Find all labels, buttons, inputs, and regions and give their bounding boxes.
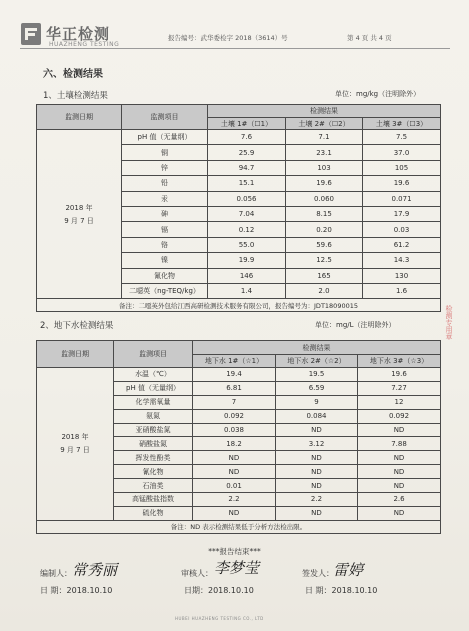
compiler-signature: 常秀丽 (72, 561, 118, 579)
value-cell: 18.2 (193, 437, 276, 451)
value-cell: 1.4 (208, 283, 286, 298)
value-cell: 6.81 (193, 381, 276, 395)
item-cell: 二噁英（ng-TEQ/kg） (122, 283, 208, 298)
soil-table-body (37, 130, 441, 299)
value-cell: 0.12 (208, 222, 286, 237)
value-cell: 7.88 (358, 437, 441, 451)
value-cell: 19.4 (193, 368, 276, 382)
value-cell: ND (276, 451, 358, 465)
soil-unit: 单位：mg/kg（注明除外） (335, 90, 421, 98)
header-result: 检测结果 (208, 105, 441, 118)
value-cell: 2.0 (286, 283, 363, 298)
seal-stamp: 检测专用章 (445, 305, 453, 340)
value-cell: 23.1 (286, 145, 363, 160)
value-cell: 55.0 (208, 237, 286, 252)
value-cell: 103 (286, 160, 363, 175)
item-cell: 硫化物 (114, 506, 193, 520)
item-cell: 挥发性酚类 (114, 451, 193, 465)
water-table-body (37, 368, 441, 521)
value-cell: ND (193, 465, 276, 479)
column-header: 地下水 3#（☆3） (358, 355, 441, 368)
value-cell: 94.7 (208, 160, 286, 175)
header-divider (20, 48, 450, 49)
item-cell: pH 值（无量纲） (114, 381, 193, 395)
item-cell: 水温（℃） (114, 368, 193, 382)
column-header: 土壤 2#（☐2） (286, 118, 363, 130)
reviewer-date: 日期：2018.10.10 (184, 586, 254, 595)
date-year: 2018 年 (65, 203, 93, 212)
compiler-label: 编制人： (40, 569, 72, 578)
item-cell: 镉 (122, 222, 208, 237)
column-header: 土壤 3#（☐3） (363, 118, 441, 130)
value-cell: 0.01 (193, 479, 276, 493)
value-cell: 61.2 (363, 237, 441, 252)
item-cell: 氨氮 (114, 409, 193, 423)
reviewer-signature: 李梦莹 (214, 559, 260, 577)
column-header: 土壤 1#（☐1） (208, 118, 286, 130)
value-cell: 165 (286, 268, 363, 283)
value-cell: 0.092 (358, 409, 441, 423)
value-cell: 25.9 (208, 145, 286, 160)
report-end: ***报告结束*** (208, 547, 261, 556)
value-cell: 6.59 (276, 381, 358, 395)
item-cell: 氰化物 (122, 268, 208, 283)
value-cell: 7.6 (208, 130, 286, 145)
value-cell: ND (358, 479, 441, 493)
value-cell: 2.6 (358, 493, 441, 507)
value-cell: 37.0 (363, 145, 441, 160)
value-cell: 8.15 (286, 206, 363, 221)
value-cell: 59.6 (286, 237, 363, 252)
header-item: 监测项目 (122, 105, 208, 130)
header-date: 监测日期 (37, 105, 122, 130)
value-cell: 19.6 (363, 176, 441, 191)
item-cell: 锌 (122, 160, 208, 175)
item-cell: 汞 (122, 191, 208, 206)
value-cell: 0.071 (363, 191, 441, 206)
value-cell: 14.3 (363, 253, 441, 268)
section-title: 六、检测结果 (43, 69, 103, 80)
item-cell: 铜 (122, 145, 208, 160)
value-cell: 1.6 (363, 283, 441, 298)
date-cell (37, 368, 114, 521)
page-number: 第 4 页 共 4 页 (347, 34, 392, 42)
water-results-table (36, 340, 441, 534)
value-cell: 15.1 (208, 176, 286, 191)
issuer-signature: 雷婷 (333, 561, 364, 579)
value-cell: 0.03 (363, 222, 441, 237)
report-number: 报告编号：武华委检字 2018（3614）号 (168, 34, 288, 42)
value-cell: 2.2 (276, 493, 358, 507)
date-day: 9 月 7 日 (64, 216, 94, 225)
value-cell: 7 (193, 395, 276, 409)
value-cell: 7.04 (208, 206, 286, 221)
soil-section-title: 1、土壤检测结果 (43, 91, 108, 101)
compiler-date: 日 期：2018.10.10 (40, 586, 113, 595)
value-cell: 7.5 (363, 130, 441, 145)
value-cell: 2.2 (193, 493, 276, 507)
value-cell: 7.27 (358, 381, 441, 395)
value-cell: 19.5 (276, 368, 358, 382)
value-cell: 12.5 (286, 253, 363, 268)
value-cell: 7.1 (286, 130, 363, 145)
item-cell: 氰化物 (114, 465, 193, 479)
value-cell: 0.060 (286, 191, 363, 206)
item-cell: 砷 (122, 206, 208, 221)
value-cell: ND (276, 465, 358, 479)
issuer-date: 日 期：2018.10.10 (305, 586, 378, 595)
item-cell: 镍 (122, 253, 208, 268)
item-cell: 硝酸盐氮 (114, 437, 193, 451)
item-cell: 铅 (122, 176, 208, 191)
value-cell: ND (358, 506, 441, 520)
logo-en-text: HUAZHENG TESTING (49, 41, 120, 48)
item-cell: pH 值（无量纲） (122, 130, 208, 145)
table-row (37, 130, 441, 145)
value-cell: 105 (363, 160, 441, 175)
table-row (37, 368, 441, 382)
column-header: 地下水 1#（☆1） (193, 355, 276, 368)
item-cell: 铬 (122, 237, 208, 252)
value-cell: 0.056 (208, 191, 286, 206)
value-cell: 12 (358, 395, 441, 409)
footer-company: HUBEI HUAZHENG TESTING CO., LTD (175, 616, 264, 621)
water-section-title: 2、地下水检测结果 (40, 321, 114, 331)
value-cell: 17.9 (363, 206, 441, 221)
soil-note: 备注：二噁英外包给江西高研检测技术服务有限公司，报告编号为：JDT18090015 (37, 299, 441, 312)
value-cell: ND (193, 451, 276, 465)
value-cell: 9 (276, 395, 358, 409)
item-cell: 高锰酸盐指数 (114, 493, 193, 507)
water-unit: 单位：mg/L（注明除外） (315, 321, 396, 329)
header-result: 检测结果 (193, 341, 441, 355)
value-cell: 146 (208, 268, 286, 283)
value-cell: ND (358, 465, 441, 479)
value-cell: 19.9 (208, 253, 286, 268)
column-header: 地下水 2#（☆2） (276, 355, 358, 368)
issuer-label: 签发人： (302, 569, 334, 578)
value-cell: 19.6 (358, 368, 441, 382)
value-cell: ND (276, 423, 358, 437)
logo-cn-text: 华正检测 (46, 25, 111, 43)
reviewer-label: 审核人： (181, 569, 213, 578)
value-cell: ND (358, 451, 441, 465)
value-cell: ND (193, 506, 276, 520)
item-cell: 化学需氧量 (114, 395, 193, 409)
soil-results-table (36, 104, 441, 312)
date-year: 2018 年 (61, 433, 89, 442)
value-cell: 130 (363, 268, 441, 283)
value-cell: 0.084 (276, 409, 358, 423)
value-cell: ND (276, 479, 358, 493)
header-item: 监测项目 (114, 341, 193, 368)
item-cell: 亚硝酸盐氮 (114, 423, 193, 437)
value-cell: 0.092 (193, 409, 276, 423)
value-cell: 0.20 (286, 222, 363, 237)
value-cell: ND (358, 423, 441, 437)
value-cell: ND (276, 506, 358, 520)
value-cell: 19.6 (286, 176, 363, 191)
date-cell (37, 130, 122, 299)
water-note: 备注：ND 表示检测结果低于分析方法检出限。 (37, 520, 441, 533)
header-date: 监测日期 (37, 341, 114, 368)
date-day: 9 月 7 日 (60, 446, 90, 455)
value-cell: 3.12 (276, 437, 358, 451)
value-cell: 0.038 (193, 423, 276, 437)
item-cell: 石油类 (114, 479, 193, 493)
logo-mark-icon (20, 22, 42, 46)
